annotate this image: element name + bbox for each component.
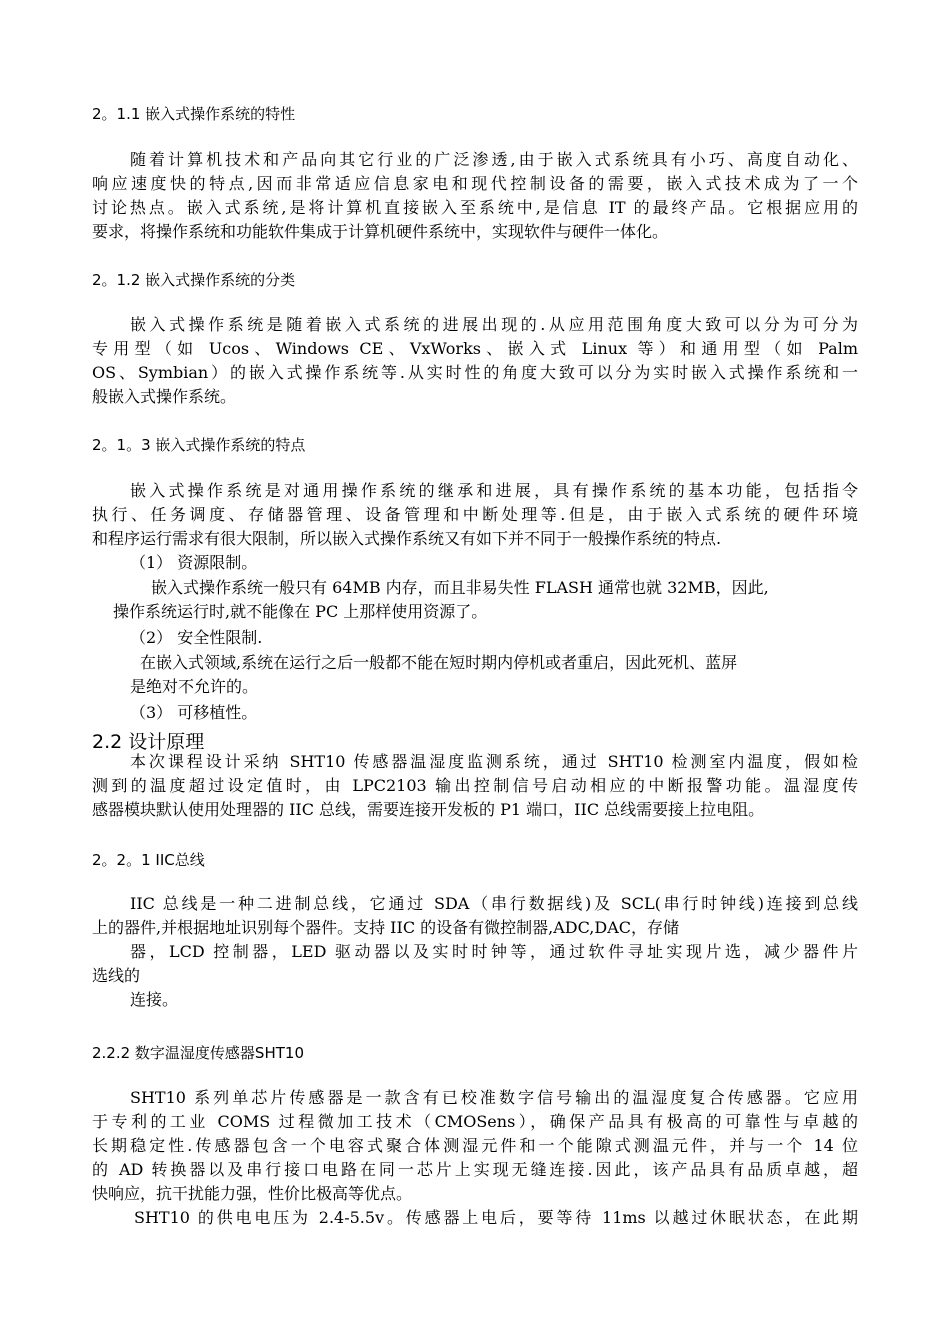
paragraph-line: 连接。 bbox=[130, 990, 179, 1009]
paragraph-line: 嵌入式操作系统是随着嵌入式系统的进展出现的.从应用范围角度大致可以分为可分为 bbox=[130, 315, 858, 334]
paragraph-2-1-2 bbox=[92, 313, 858, 409]
heading-2-1-2: 2。1.2 嵌入式操作系统的分类 bbox=[92, 271, 296, 289]
paragraph-line: 执行、任务调度、存储器管理、设备管理和中断处理等.但是，由于嵌入式系统的硬件环境 bbox=[92, 505, 858, 524]
paragraph-line: 讨论热点。嵌入式系统,是将计算机直接嵌入至系统中,是信息 IT 的最终产品。它根据应用的 bbox=[92, 198, 858, 217]
heading-2-2: 2.2 设计原理 bbox=[92, 731, 205, 753]
paragraph-2-2 bbox=[92, 750, 858, 822]
paragraph-line: 本次课程设计采纳 SHT10 传感器温湿度监测系统，通过 SHT10 检测室内温度，假如检 bbox=[130, 752, 858, 771]
paragraph-line: 感器模块默认使用处理器的 IIC 总线，需要连接开发板的 P1 端口，IIC 总线需要接上拉电阻。 bbox=[92, 800, 765, 819]
paragraph-line: 上的器件,并根据地址识别每个器件。支持 IIC 的设备有微控制器,ADC,DAC，存储 bbox=[92, 918, 679, 937]
list-item-1-body bbox=[113, 576, 858, 624]
paragraph-line: 于专利的工业 COMS 过程微加工技术（CMOSens），确保产品具有极高的可靠性与卓越的 bbox=[92, 1112, 858, 1131]
paragraph-line: 要求，将操作系统和功能软件集成于计算机硬件系统中，实现软件与硬件一体化。 bbox=[92, 222, 669, 241]
paragraph-2-2-2 bbox=[92, 1086, 858, 1230]
paragraph-2-1-3 bbox=[92, 479, 858, 551]
heading-2-1-3: 2。1。3 嵌入式操作系统的特点 bbox=[92, 436, 306, 454]
paragraph-line: 嵌入式操作系统一般只有 64MB 内存，而且非易失性 FLASH 通常也就 32MB，因此, bbox=[151, 578, 769, 597]
list-item-2-title bbox=[130, 626, 858, 650]
list-item-1-title bbox=[130, 551, 858, 575]
paragraph-2-2-1 bbox=[92, 892, 858, 1012]
paragraph-line: 选线的 bbox=[92, 966, 141, 985]
list-item-3-title bbox=[130, 701, 858, 725]
list-item-title: （1） 资源限制。 bbox=[130, 553, 258, 572]
paragraph-2-1-1 bbox=[92, 148, 858, 244]
heading-2-2-1: 2。2。1 IIC总线 bbox=[92, 851, 205, 869]
paragraph-line: 响应速度快的特点,因而非常适应信息家电和现代控制设备的需要，嵌入式技术成为了一个 bbox=[92, 174, 858, 193]
list-item-title: （2） 安全性限制. bbox=[130, 628, 263, 647]
paragraph-line: OS、Symbian）的嵌入式操作系统等.从实时性的角度大致可以分为实时嵌入式操作系统和一 bbox=[92, 363, 858, 382]
paragraph-line: 是绝对不允许的。 bbox=[130, 677, 259, 696]
paragraph-line: 快响应，抗干扰能力强，性价比极高等优点。 bbox=[92, 1184, 413, 1203]
paragraph-line: 般嵌入式操作系统。 bbox=[92, 387, 237, 406]
paragraph-line: 嵌入式操作系统是对通用操作系统的继承和进展，具有操作系统的基本功能，包括指令 bbox=[130, 481, 858, 500]
paragraph-line: 操作系统运行时,就不能像在 PC 上那样使用资源了。 bbox=[113, 602, 488, 621]
list-item-title: （3） 可移植性。 bbox=[130, 703, 258, 722]
paragraph-line: 的 AD 转换器以及串行接口电路在同一芯片上实现无缝连接.因此，该产品具有品质卓越，超 bbox=[92, 1160, 858, 1179]
paragraph-line: 随着计算机技术和产品向其它行业的广泛渗透,由于嵌入式系统具有小巧、高度自动化、 bbox=[130, 150, 858, 169]
paragraph-line: 在嵌入式领域,系统在运行之后一般都不能在短时期内停机或者重启，因此死机、蓝屏 bbox=[140, 653, 738, 672]
heading-2-2-2: 2.2.2 数字温湿度传感器SHT10 bbox=[92, 1044, 304, 1062]
paragraph-line: IIC 总线是一种二进制总线，它通过 SDA（串行数据线)及 SCL(串行时钟线)连接到总线 bbox=[130, 894, 858, 913]
paragraph-line: SHT10 的供电电压为 2.4-5.5v。传感器上电后，要等待 11ms 以越过休眠状态，在此期 bbox=[134, 1208, 858, 1227]
heading-2-1-1: 2。1.1 嵌入式操作系统的特性 bbox=[92, 105, 296, 123]
paragraph-line: 长期稳定性.传感器包含一个电容式聚合体测湿元件和一个能隙式测温元件，并与一个 14 位 bbox=[92, 1136, 858, 1155]
list-item-2-body bbox=[130, 651, 858, 699]
paragraph-line: SHT10 系列单芯片传感器是一款含有已校准数字信号输出的温湿度复合传感器。它应用 bbox=[130, 1088, 858, 1107]
paragraph-line: 器，LCD 控制器，LED 驱动器以及实时时钟等，通过软件寻址实现片选，减少器件片 bbox=[130, 942, 858, 961]
paragraph-line: 专用型（如 Ucos、Windows CE、VxWorks、嵌入式 Linux 等）和通用型（如 Palm bbox=[92, 339, 858, 358]
paragraph-line: 测到的温度超过设定值时，由 LPC2103 输出控制信号启动相应的中断报警功能。温湿度传 bbox=[92, 776, 858, 795]
paragraph-line: 和程序运行需求有很大限制，所以嵌入式操作系统又有如下并不同于一般操作系统的特点. bbox=[92, 529, 722, 548]
